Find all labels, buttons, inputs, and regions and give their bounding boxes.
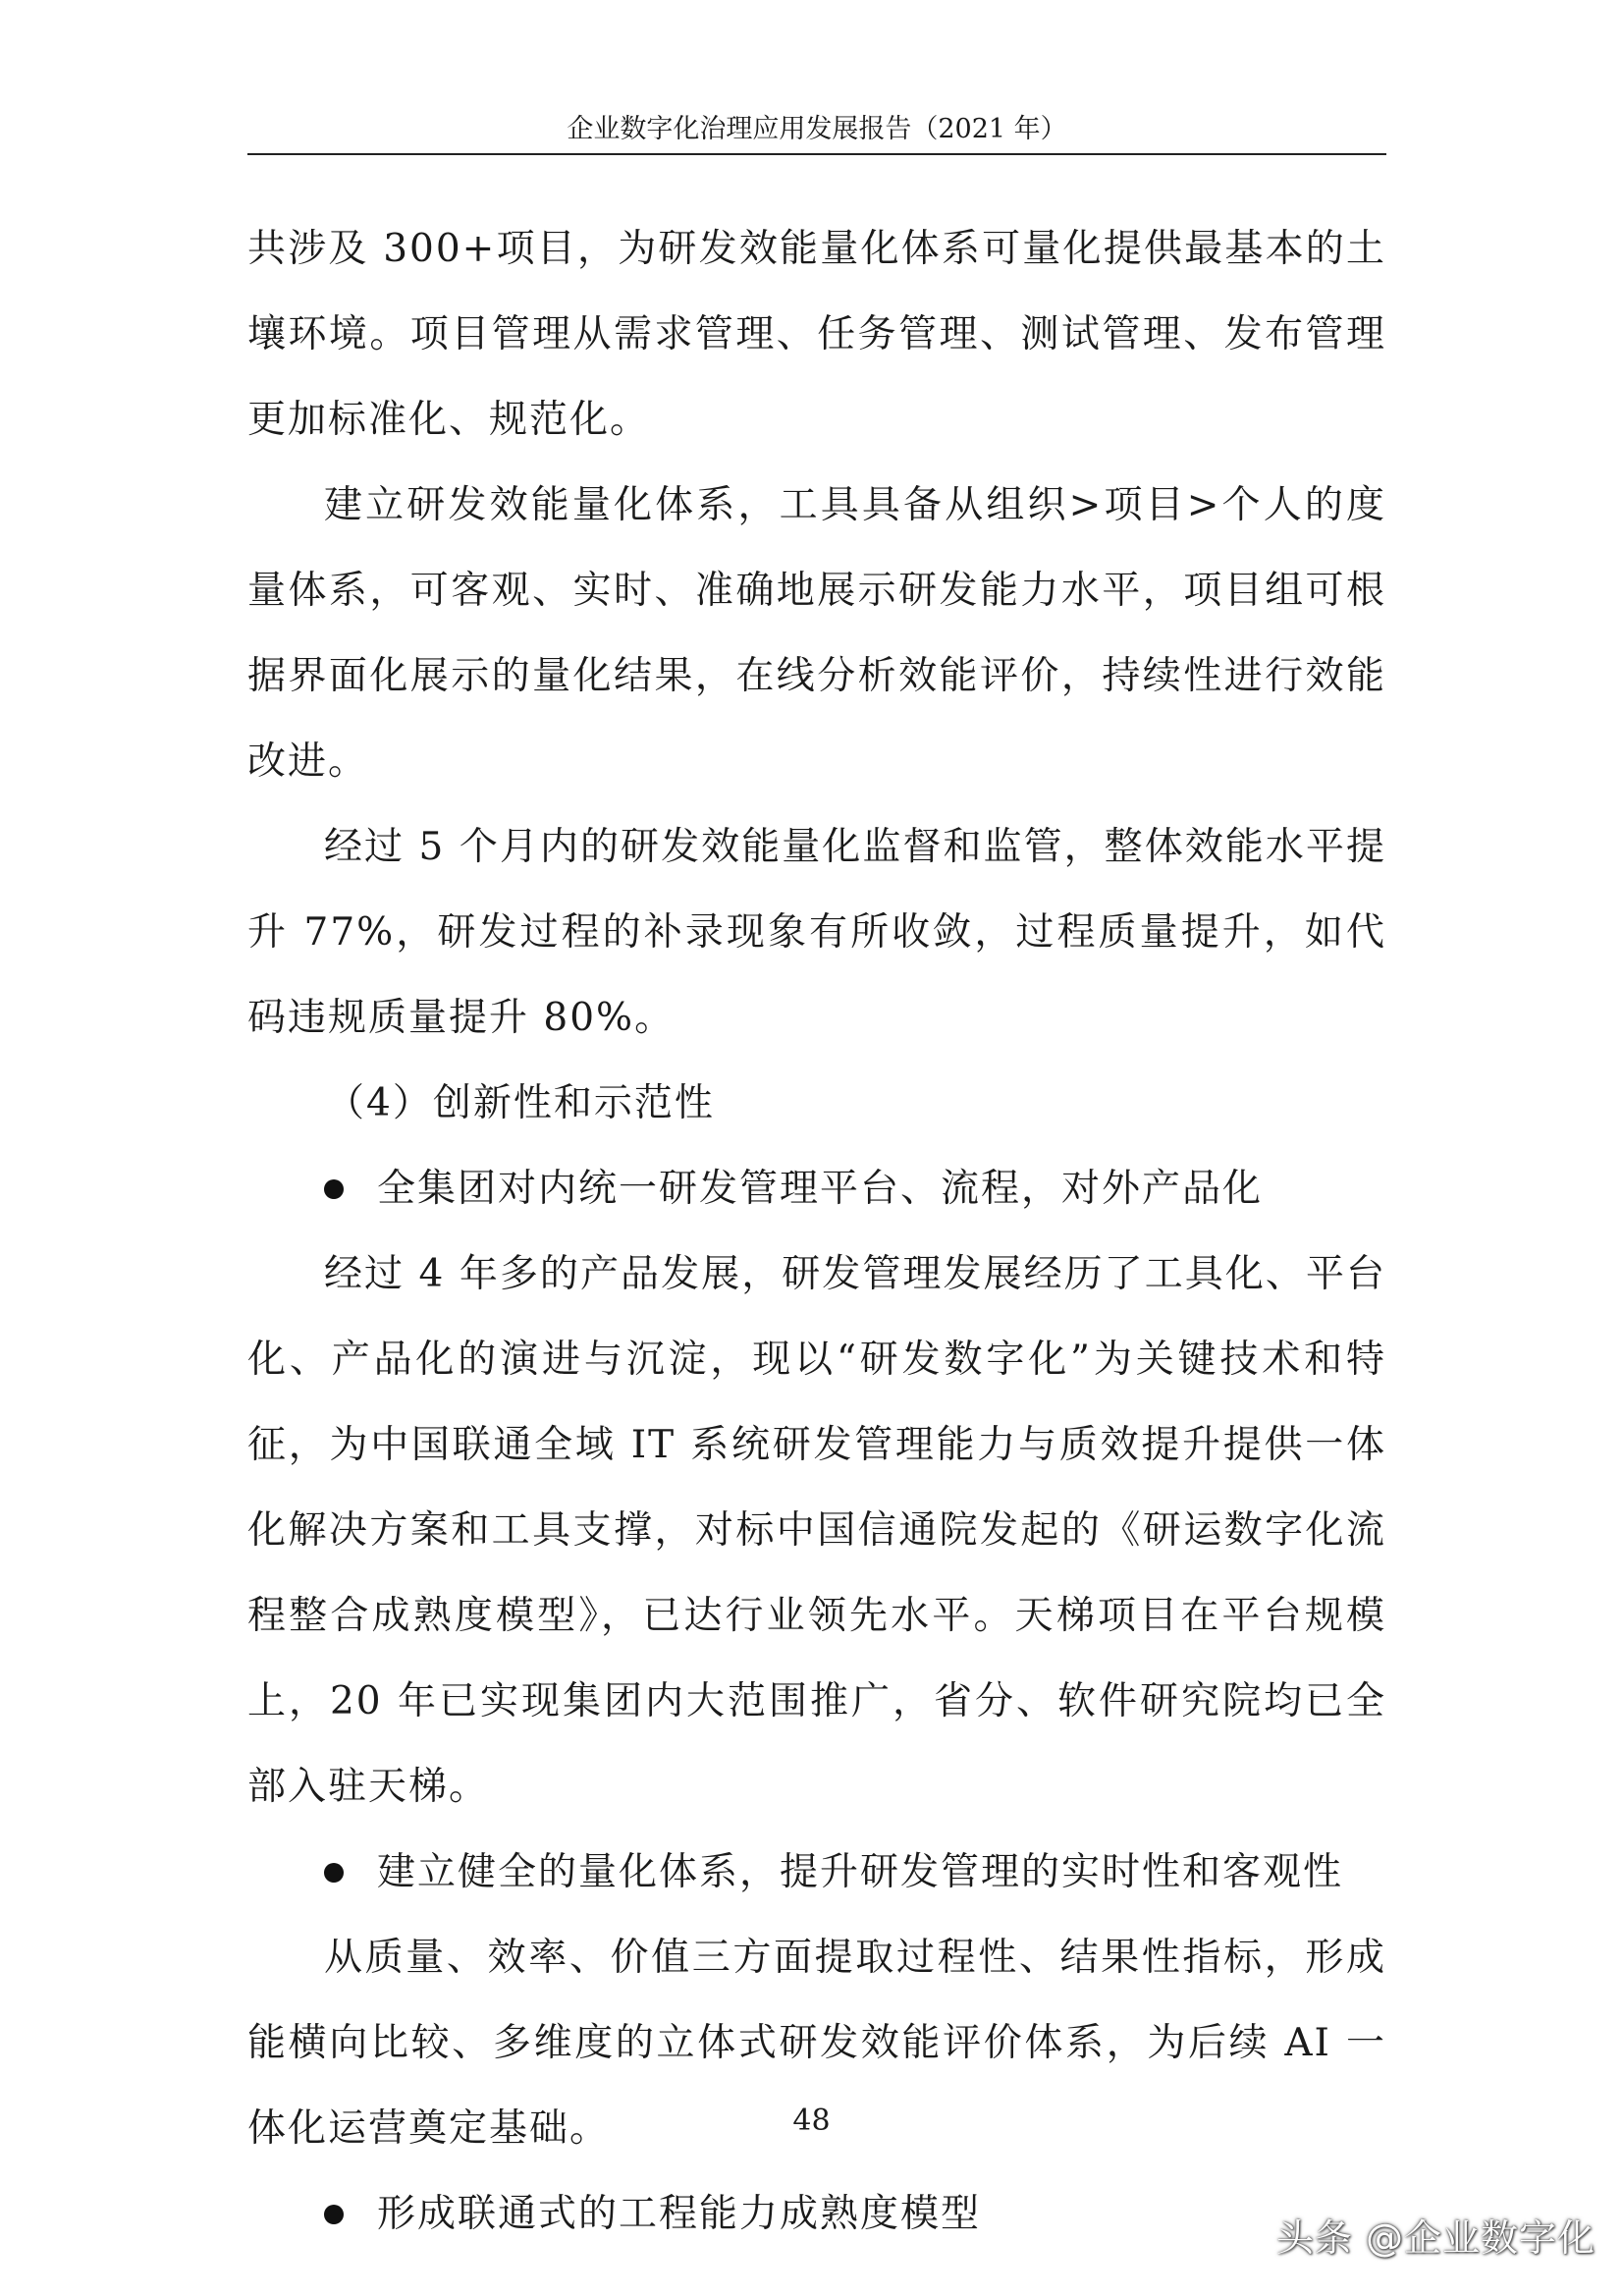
paragraph: 共涉及 300+项目，为研发效能量化体系可量化提供最基本的土壤环境。项目管理从需求管理、任务管理、测试管理、发布管理更加标准化、规范化。: [247, 227, 1386, 442]
paragraph: 经过 5 个月内的研发效能量化监督和监管，整体效能水平提升 77%，研发过程的补录现象有所收敛，过程质量提升，如代码违规质量提升 80%。: [247, 825, 1386, 1040]
bullet-text: 形成联通式的工程能力成熟度模型: [377, 2192, 982, 2236]
bullet-dot-icon: [324, 1863, 344, 1883]
bullet-item: [247, 1830, 1386, 1915]
page-number: 48: [792, 2104, 831, 2138]
document-body: [247, 206, 1386, 2257]
bullet-dot-icon: [324, 1179, 344, 1199]
bullet-text: 建立健全的量化体系，提升研发管理的实时性和客观性: [377, 1850, 1344, 1894]
header-title: 企业数字化治理应用发展报告（2021 年）: [567, 114, 1067, 144]
bullet-dot-icon: [324, 2205, 344, 2224]
bullet-item: [247, 2171, 1386, 2257]
bullet-item: [247, 1146, 1386, 1231]
paragraph: 从质量、效率、价值三方面提取过程性、结果性指标，形成能横向比较、多维度的立体式研发效能评价体系，为后续 AI 一体化运营奠定基础。: [247, 1936, 1386, 2151]
section-heading: （4）创新性和示范性: [326, 1081, 715, 1125]
bullet-text: 全集团对内统一研发管理平台、流程，对外产品化: [377, 1167, 1264, 1211]
paragraph: 建立研发效能量化体系，工具具备从组织>项目>个人的度量体系，可客观、实时、准确地展示研发能力水平，项目组可根据界面化展示的量化结果，在线分析效能评价，持续性进行效能改进。: [247, 483, 1386, 784]
watermark: 头条 @企业数字化: [1275, 2216, 1596, 2260]
page-header: [247, 110, 1386, 155]
paragraph: 经过 4 年多的产品发展，研发管理发展经历了工具化、平台化、产品化的演进与沉淀，现以“研发数字化”为关键技术和特征，为中国联通全域 IT 系统研发管理能力与质效提升提供一体化解决方案和工具支撑，对标中国信通院发起的《研运数字化流程整合成熟度模型》，已达行业领先水平。天梯项目在平台规模上，20 年已实现集团内大范围推广，省分、软件研究院均已全部入驻天梯。: [247, 1252, 1386, 1809]
